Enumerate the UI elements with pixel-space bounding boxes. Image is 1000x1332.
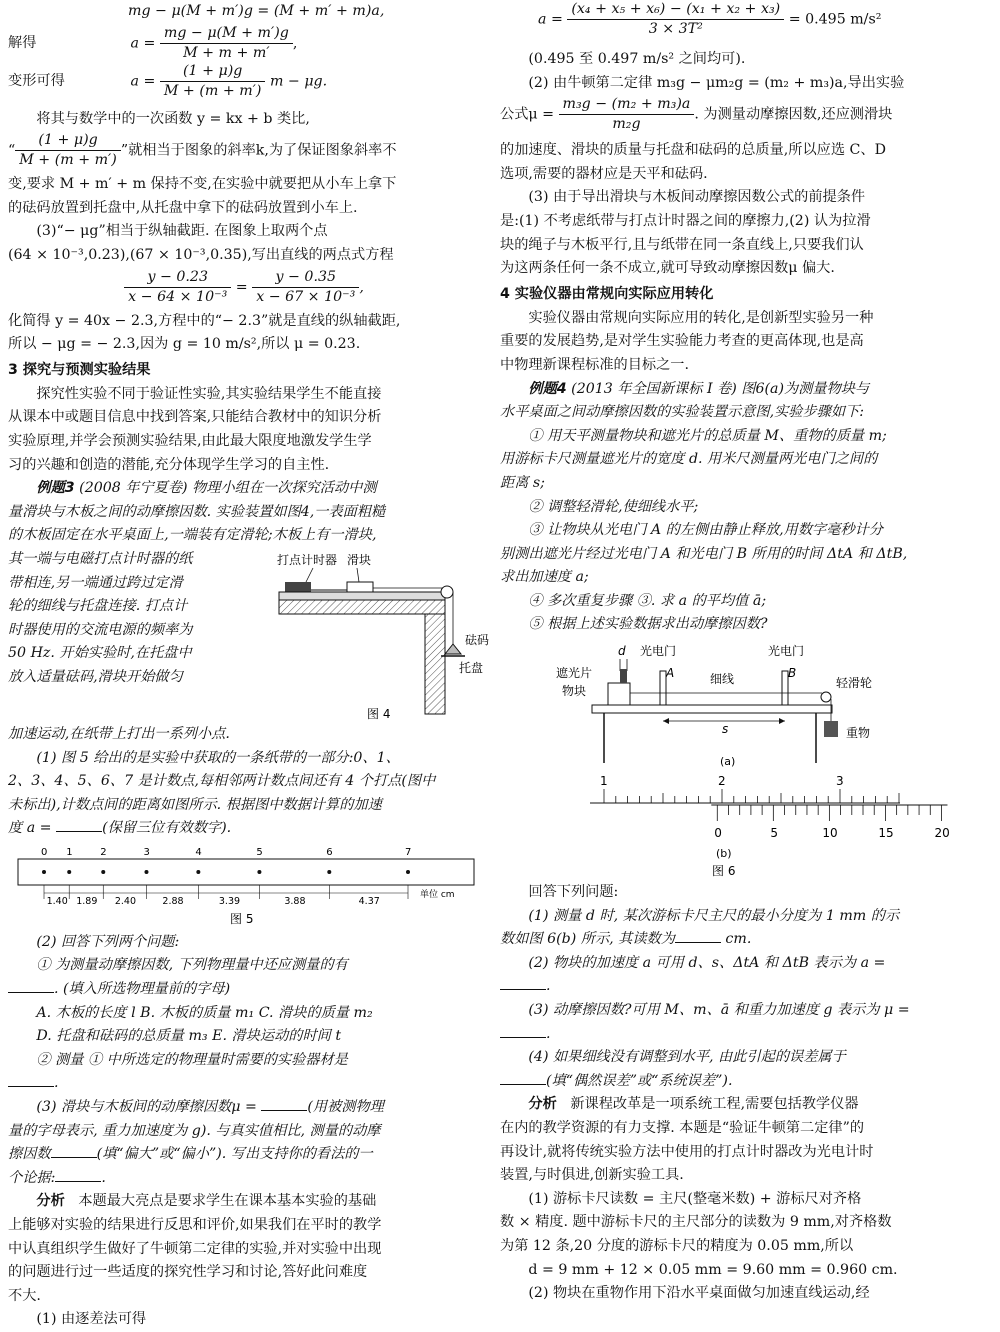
solve-label: 解得	[8, 35, 37, 52]
vernier-scale-label: 5	[770, 826, 778, 841]
q2-line: ① 为测量动摩擦因数, 下列物理量中还应测量的有	[36, 957, 348, 974]
tape-point	[327, 870, 331, 874]
equation-1: mg − μ(M + m′)g = (M + m′ + m)a,	[128, 3, 385, 19]
qa-line: (3) 动摩擦因数?可用 M、m、ā 和重力加速度 g 表示为 μ =	[528, 1002, 910, 1019]
figure-4	[275, 548, 490, 723]
para-line: 习的兴趣和创造的潜能,充分体现学生学习的自主性.	[8, 456, 330, 473]
fig6a-gate2-label: 光电门	[768, 644, 805, 659]
q3-l1b: (用被测物理	[307, 1099, 384, 1116]
fig6-caption: 图 6	[712, 864, 736, 879]
left-column	[8, 0, 490, 1332]
tape-point-label: 0	[41, 846, 48, 858]
ex3-line: 量滑块与木板之间的动摩擦因数. 实验装置如图4,一表面粗糙	[8, 503, 386, 520]
block-shape	[608, 683, 630, 705]
para-line: 化简得 y = 40x − 2.3,方程中的“− 2.3”就是直线的纵轴截距,	[8, 312, 401, 329]
analysis-line: 上能够对实验的结果进行反思和评价,如果我们在平时的教学	[8, 1217, 382, 1233]
eq4-num-l: y − 0.23	[124, 268, 231, 288]
q3-line	[8, 1143, 480, 1167]
vernier-scale-label: 0	[714, 826, 722, 841]
fig6a-gate1-label: 光电门	[640, 644, 677, 659]
shade-shape	[620, 669, 627, 683]
q1-l4a: 度 a =	[8, 820, 57, 837]
p2-num: (1 + μ)g	[15, 131, 121, 151]
tape-point	[101, 870, 105, 874]
fig6b-sub-label: (b)	[716, 847, 732, 861]
fig6a-block-label: 物块	[562, 684, 587, 699]
ana-text: 新课程改革是一项系统工程,需要包括教学仪器	[570, 1096, 859, 1113]
p2-fraction	[15, 131, 121, 170]
table-shape	[279, 600, 445, 614]
figure-4-wrap	[8, 548, 490, 747]
slider-shape	[347, 582, 373, 592]
transform-label: 变形可得	[8, 73, 65, 90]
answer-blank	[500, 975, 546, 990]
tape-distance-label: 1.40	[46, 895, 68, 907]
qa-line: (1) 测量 d 时, 某次游标卡尺主尺的最小分度为 1 mm 的示	[528, 907, 900, 924]
ex4-step: 距离 s;	[500, 474, 545, 491]
board-shape	[279, 592, 445, 600]
analysis-line: 在内的教学资源的有力支撑. 本题是“验证牛顿第二定律”的	[500, 1120, 865, 1136]
qa1b-post: cm.	[720, 931, 752, 948]
tape-distance-label: 2.88	[162, 895, 184, 907]
tape-point	[144, 870, 148, 874]
analysis-line: 的问题进行过一些适度的探究性学习和讨论,答好此问难度	[8, 1264, 368, 1281]
r3-fraction	[559, 95, 695, 134]
fig4-caption: 图 4	[367, 706, 391, 721]
r-eq1-den: 3 × 3T²	[648, 21, 703, 37]
para-line: 所以 − μg = − 2.3,因为 g = 10 m/s²,所以 μ = 0.23.	[8, 336, 361, 353]
eq4-mid: =	[235, 279, 248, 296]
fig6a-s-label: s	[722, 722, 729, 737]
para-line: 中物理新课程标准的目标之一.	[500, 356, 689, 373]
answer-blank	[500, 1023, 546, 1038]
fig4-tray-label: 托盘	[459, 660, 484, 675]
tape-point-label: 7	[405, 846, 412, 858]
example-3-line	[8, 477, 480, 501]
ex3-line: 时器使用的交流电源的频率为	[8, 621, 193, 638]
r-eq1-fraction	[567, 0, 784, 39]
q1-l4b: (保留三位有效数字).	[102, 820, 232, 837]
para-line: 实验仪器由常规向实际应用的转化,是创新型实验另一种	[528, 309, 874, 326]
ex4-step: ④ 多次重复步骤 ③. 求 a 的平均值 ā;	[528, 592, 767, 609]
main-scale-label: 1	[600, 774, 608, 789]
ex3-line: 放入适量砝码,滑块开始做匀	[8, 668, 183, 685]
equation-2-line	[8, 24, 480, 61]
figure-6b	[500, 773, 986, 877]
qa-line	[500, 928, 986, 952]
pulley-shape	[821, 692, 831, 702]
ex3-line: 带相连,另一端通过跨过定滑	[8, 574, 183, 591]
eq4-num-r: y − 0.35	[252, 268, 359, 288]
eq3-tail: m − μg.	[269, 73, 328, 90]
equation-4-line	[8, 268, 480, 310]
example-3-label: 例题3	[36, 480, 75, 497]
ex3-line: 加速运动,在纸带上打出一系列小点.	[8, 725, 230, 742]
eq3-lhs: a =	[130, 73, 156, 90]
ex4-step: ⑤ 根据上述实验数据求出动摩擦因数?	[528, 616, 768, 633]
q2-option-line: A. 木板的长度 l B. 木板的质量 m₁ C. 滑块的质量 m₂	[36, 1004, 373, 1021]
hanging-weight-shape	[824, 721, 838, 737]
table-shape	[592, 705, 832, 713]
para-line: 重要的发展趋势,是对学生实验能力考查的更高体现,也是高	[500, 333, 864, 350]
tape-point	[196, 870, 200, 874]
para-line: 变,要求 M + m′ + m 保持不变,在实验中就要把从小车上拿下	[8, 176, 397, 193]
analysis-line: (1) 由逐差法可得	[36, 1311, 147, 1328]
tape-distance-label: 1.89	[76, 895, 98, 907]
tape-point-label: 1	[66, 846, 73, 858]
qa-line	[500, 975, 986, 999]
fig5-caption: 图 5	[230, 911, 254, 926]
eq4-den-r: x − 67 × 10⁻³	[256, 288, 356, 305]
mu-formula-line	[500, 95, 986, 139]
eq3-fraction	[160, 62, 266, 101]
eq2-lhs: a =	[130, 35, 156, 52]
r3-num: m₃g − (m₂ + m₃)a	[559, 95, 695, 115]
p2-post: ”就相当于图象的斜率k,为了保证图象斜率不	[120, 142, 397, 159]
answer-blank	[261, 1096, 307, 1111]
eq3-num: (1 + μ)g	[160, 62, 266, 82]
tape-point-label: 3	[143, 846, 150, 858]
fig6a-pulley-label: 轻滑轮	[836, 676, 873, 691]
section-4-heading: 4 实验仪器由常规向实际应用转化	[500, 285, 714, 302]
figure-6a	[500, 637, 986, 769]
answer-blank	[55, 1167, 101, 1182]
fig4-weight-label: 砝码	[465, 632, 490, 647]
analysis-line: (1) 游标卡尺读数 = 主尺(整毫米数) + 游标尺对齐格	[528, 1190, 862, 1207]
tape-point-label: 2	[100, 846, 107, 858]
q3-line	[8, 1167, 480, 1191]
tape-distance-label: 3.39	[218, 895, 241, 907]
tape-unit-label: 单位 cm	[420, 889, 455, 900]
para-line: 将其与数学中的一次函数 y = kx + b 类比,	[36, 110, 310, 127]
r-eq1-lhs: a =	[538, 11, 563, 28]
tape-distance-label: 3.88	[284, 895, 306, 907]
fig4-timer-label: 打点计时器	[277, 552, 338, 567]
analysis-line: d = 9 mm + 12 × 0.05 mm = 9.60 mm = 0.960 cm.	[528, 1261, 898, 1278]
q2-line	[8, 1072, 480, 1096]
q2-line: (2) 回答下列两个问题:	[36, 933, 180, 950]
para-line: (3)“− μg”相当于纵轴截距. 在图象上取两个点	[36, 223, 328, 240]
analysis-line: 数 × 精度. 题中游标卡尺的主尺部分的读数为 9 mm,对齐格数	[500, 1214, 892, 1231]
tape-point	[42, 870, 46, 874]
para-line: 块的绳子与木板平行,且与纸带在同一条直线上,只要我们认	[500, 236, 864, 253]
tape-point	[257, 870, 261, 874]
para-line: 的加速度、滑块的质量与托盘和砝码的总质量,所以应选 C、D	[500, 142, 886, 159]
fig6a-B-label: B	[788, 666, 797, 681]
timer-shape	[285, 582, 311, 592]
eq4-den-l: x − 64 × 10⁻³	[128, 288, 228, 305]
para-line: 实验原理,并学会预测实验结果,由此最大限度地激发学生学	[8, 432, 372, 449]
eq2-tail: ,	[292, 35, 298, 52]
qa-line: (2) 物块的加速度 a 可用 d、s、ΔtA 和 ΔtB 表示为 a =	[528, 954, 886, 971]
analysis-line	[8, 1190, 480, 1214]
qa-line	[500, 1023, 986, 1047]
q2-l6b: .	[54, 1075, 59, 1092]
q3-line	[8, 1096, 480, 1120]
fig6a-d-label: d	[618, 644, 626, 659]
weight-shape	[445, 644, 461, 654]
q3-l1a: (3) 滑块与木板间的动摩擦因数μ =	[36, 1099, 262, 1116]
para-line: 选项,需要的器材应是天平和砝码.	[500, 165, 708, 182]
q3-l4b: .	[101, 1169, 106, 1186]
ex4-step: ③ 让物块从光电门 A 的左侧由静止释放,用数字毫秒计分	[528, 522, 883, 539]
tape-distance-label: 2.40	[114, 895, 137, 907]
eq2-fraction	[160, 24, 293, 63]
para-line: (64 × 10⁻³,0.23),(67 × 10⁻³,0.35),写出直线的两点式方程	[8, 246, 394, 263]
q2-line	[8, 978, 480, 1002]
analysis-line: (2) 物块在重物作用下沿水平桌面做匀加速直线运动,经	[528, 1285, 870, 1302]
para-line: (0.495 至 0.497 m/s² 之间均可).	[528, 51, 746, 67]
p2-den: M + (m + m′)	[19, 152, 117, 169]
eq2-num: mg − μ(M + m′)g	[160, 24, 293, 44]
vernier-scale-label: 15	[878, 826, 894, 841]
analysis-line: 不大.	[8, 1287, 41, 1304]
qa-line	[500, 1070, 986, 1094]
equation-3-line	[8, 58, 480, 108]
ex3-line: 50 Hz. 开始实验时,在托盘中	[8, 645, 192, 662]
tape-shape	[18, 859, 474, 885]
analysis-line: 中认真组织学生做好了牛顿第二定律的实验,并对实验中出现	[8, 1240, 382, 1257]
q1-line: 未标出),计数点间的距离如图所示. 根据图中数据计算的加速	[8, 796, 382, 813]
slope-line	[8, 131, 480, 173]
ex4-step: 用游标卡尺测量遮光片的宽度 d. 用米尺测量两光电门之间的	[500, 451, 878, 468]
q3-l4a: 个论据:	[8, 1169, 56, 1186]
pulley-shape	[441, 586, 453, 598]
r3-pre: 公式μ =	[500, 106, 554, 123]
fig4-slider-label: 滑块	[347, 552, 372, 567]
eq4-tail: ,	[359, 279, 364, 296]
para-line: (3) 由于导出滑块与木板间动摩擦因数公式的前提条件	[528, 189, 866, 206]
q2-option-line: D. 托盘和砝码的总质量 m₃ E. 滑块运动的时间 t	[36, 1028, 342, 1045]
q1-line: (1) 图 5 给出的是实验中获取的一条纸带的一部分:0、1、	[36, 749, 400, 766]
fig6a-weight-label: 重物	[846, 726, 871, 741]
ex4-step: 求出加速度 a;	[500, 569, 589, 586]
r-eq1-num: (x₄ + x₅ + x₆) − (x₁ + x₂ + x₃)	[567, 0, 784, 20]
r3-den: m₂g	[612, 116, 641, 133]
figure-5	[8, 841, 480, 927]
r3-post: . 为测量动摩擦因数,还应测滑块	[694, 106, 893, 123]
para-line: (2) 由牛顿第二定律 m₃g − μm₂g = (m₂ + m₃)a,导出实验	[528, 74, 905, 91]
analysis-label: 分析	[36, 1193, 65, 1210]
main-scale-label: 3	[836, 774, 844, 789]
r-equation-1	[500, 0, 986, 48]
analysis-line: 为第 12 条,20 分度的游标卡尺的精度为 0.05 mm,所以	[500, 1237, 854, 1254]
para-line: 探究性实验不同于验证性实验,其实验结果学生不能直接	[36, 385, 382, 402]
answer-blank	[56, 817, 102, 832]
example-4-label: 例题4	[528, 380, 567, 397]
q2-line: ② 测量 ① 中所选定的物理量时需要的实验器材是	[36, 1051, 348, 1068]
qa1b-pre: 数如图 6(b) 所示, 其读数为	[500, 931, 675, 948]
qa3b: .	[546, 1025, 551, 1042]
analysis-label: 分析	[528, 1096, 557, 1113]
answer-blank	[8, 1072, 54, 1087]
p2-pre: “	[8, 142, 16, 159]
analysis-line: 再设计,就将传统实验方法中使用的打点计时器改为光电计时	[500, 1143, 874, 1160]
right-column	[500, 0, 986, 1306]
para-line: 的砝码放置到托盘中,从托盘中拿下的砝码放置到小车上.	[8, 199, 358, 216]
q3-l3b: (填“偏大”或“偏小”). 写出支持你的看法的一	[96, 1146, 373, 1163]
fig6a-sub-label: (a)	[720, 755, 736, 769]
vernier-scale-label: 10	[822, 826, 838, 841]
tape-distance-label: 4.37	[358, 895, 380, 907]
gate-a-shape	[660, 671, 666, 705]
qa4b: (填“偶然误差”或“系统误差”).	[546, 1072, 733, 1089]
eq2-den: M + m + m′	[183, 44, 270, 61]
analysis-line: 装置,与时俱进,创新实验工具.	[500, 1167, 684, 1184]
q1-line	[8, 817, 480, 841]
ex3-line: 轮的细线与托盘连接. 打点计	[8, 598, 188, 615]
eq4-left-fraction	[124, 268, 231, 307]
tape-point	[406, 870, 410, 874]
ex4-text: (2013 年全国新课标 Ⅰ 卷) 图6(a)为测量物块与	[571, 380, 870, 397]
tape-point	[67, 870, 71, 874]
para-line: 为这两条任何一条不成立,就可导致动摩擦因数μ 偏大.	[500, 260, 835, 277]
eq4-right-fraction	[252, 268, 359, 307]
example-4-line	[500, 378, 986, 402]
ex4-step: ② 调整轻滑轮,使细线水平;	[528, 498, 699, 515]
ex3-text: (2008 年宁夏卷) 物理小组在一次探究活动中测	[79, 480, 377, 497]
answer-blank	[500, 1070, 546, 1085]
ex3-line: 其一端与电磁打点计时器的纸	[8, 550, 193, 567]
qa-line: (4) 如果细线没有调整到水平, 由此引起的误差属于	[528, 1049, 846, 1066]
analysis-line	[500, 1093, 986, 1117]
main-scale-label: 2	[718, 774, 726, 789]
q3-l3a: 擦因数	[8, 1146, 51, 1163]
ex3-line: 的木板固定在水平桌面上,一端装有定滑轮;木板上有一滑块,	[8, 527, 377, 544]
eq3-den: M + (m + m′)	[163, 82, 262, 99]
answer-blank	[51, 1143, 97, 1158]
qa-line: 回答下列问题:	[528, 884, 619, 901]
gate-b-shape	[782, 671, 788, 705]
fig6a-shade-label: 遮光片	[556, 666, 593, 681]
tape-point-label: 5	[256, 846, 263, 858]
vernier-scale-label: 20	[934, 826, 950, 841]
tape-point-label: 4	[195, 846, 202, 858]
q3-line: 量的字母表示, 重力加速度为 g). 与真实值相比, 测量的动摩	[8, 1122, 381, 1139]
answer-blank	[675, 928, 721, 943]
tape-point-label: 6	[326, 846, 333, 858]
fig6a-string-label: 细线	[710, 672, 735, 687]
ana-text: 本题最大亮点是要求学生在课本基本实验的基础	[78, 1193, 377, 1210]
q2-l3b: . (填入所选物理量前的字母)	[54, 981, 231, 998]
section-3-heading: 3 探究与预测实验结果	[8, 361, 151, 378]
para-line: 是:(1) 不考虑纸带与打点计时器之间的摩擦力,(2) 认为拉滑	[500, 212, 871, 229]
para-line: 从课本中或题目信息中找到答案,只能结合教材中的知识分析	[8, 409, 382, 426]
qa2b: .	[546, 978, 551, 995]
q1-line: 2、3、4、5、6、7 是计数点,每相邻两计数点间还有 4 个打点(图中	[8, 773, 436, 790]
ex4-line: 水平桌面之间动摩擦因数的实验装置示意图,实验步骤如下:	[500, 404, 864, 421]
answer-blank	[8, 978, 54, 993]
ex4-step: ① 用天平测量物块和遮光片的总质量 M、重物的质量 m;	[528, 427, 887, 444]
fig6a-A-label: A	[666, 666, 675, 681]
r-eq1-tail: = 0.495 m/s²	[788, 11, 882, 28]
ex4-step: 别测出遮光片经过光电门 A 和光电门 B 所用的时间 ΔtA 和 ΔtB,	[500, 545, 908, 562]
